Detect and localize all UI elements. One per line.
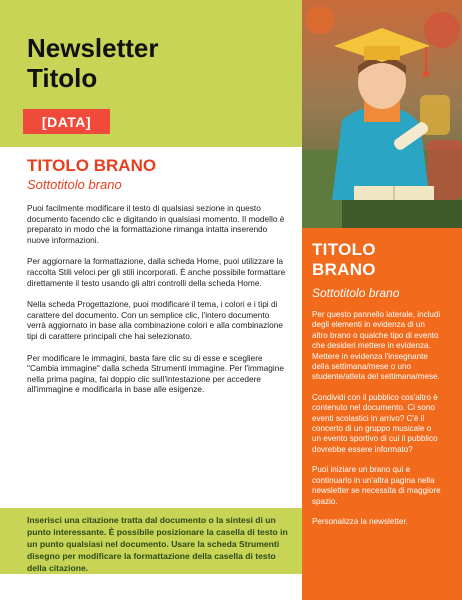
newsletter-title-line1: Newsletter bbox=[27, 33, 159, 63]
article-subtitle[interactable]: Sottotitolo brano bbox=[27, 177, 122, 192]
newsletter-title bbox=[27, 33, 287, 93]
pull-quote-text[interactable]: Inserisci una citazione tratta dal documento o la sintesi di un punto interessante. È possibile posizionare la casella di testo in un punto qualsiasi nel documento. Usare la scheda Strumenti disegno per modificare la formattazione della casella di testo della citazione. bbox=[27, 515, 288, 573]
article-title[interactable]: TITOLO BRANO bbox=[27, 156, 157, 175]
sidebar-paragraph[interactable]: Puoi iniziare un brano qui e continuarlo in un'altra pagina nella newsletter se necessita di maggiore spazio. bbox=[312, 465, 441, 506]
date-box[interactable] bbox=[23, 109, 110, 134]
sidebar-panel bbox=[302, 228, 462, 600]
sidebar-paragraph[interactable]: Condividi con il pubblico cos'altro è contenuto nel documento. Ci sono eventi scolastici in arrivo? C'è il concerto di un gruppo musicale o un evento sportivo di cui il pubblico dovrebbe essere informato? bbox=[312, 392, 438, 454]
article-paragraph[interactable]: Per aggiornare la formattazione, dalla scheda Home, puoi utilizzare la raccolta Stili veloci per gli stili incorporati. È anche possibile formattare direttamente il testo usando gli altri controlli della scheda Home. bbox=[27, 256, 286, 288]
sidebar-title-line2: BRANO bbox=[312, 260, 376, 279]
header-photo[interactable] bbox=[302, 0, 462, 228]
sidebar-content bbox=[312, 240, 442, 527]
sidebar-title[interactable] bbox=[312, 240, 442, 280]
pull-quote-box[interactable] bbox=[0, 508, 302, 574]
main-article bbox=[27, 156, 289, 395]
newsletter-title-line2: Titolo bbox=[27, 63, 98, 93]
sidebar-paragraph[interactable]: Per questo pannello laterale, includi degli elementi in evidenza di un altro brano o qualche tipo di evento che desideri mettere in evidenza. Mettere in evidenza l'insegnante della settimana/mese o uno studente/atleta del settimana/mese. bbox=[312, 310, 441, 382]
article-paragraph[interactable]: Per modificare le immagini, basta fare clic su di esse e scegliere "Cambia immagine" dalla scheda Strumenti immagine. Per l'immagine nella prima pagina, fai doppio clic sull'intestazione per accedere all'immagine e modificarla in base alle esigenze. bbox=[27, 352, 284, 395]
sidebar-paragraph[interactable]: Personalizza la newsletter. bbox=[312, 516, 408, 526]
date-label: [DATA] bbox=[41, 113, 92, 130]
article-paragraph[interactable]: Puoi facilmente modificare il testo di qualsiasi sezione in questo documento facendo clic e digitando in qualsiasi momento. Il modello è preparato in modo che la formattazione rimanga intatta inserendo nuove informazioni. bbox=[27, 203, 285, 245]
sidebar-subtitle[interactable]: Sottotitolo brano bbox=[312, 286, 400, 300]
article-paragraph[interactable]: Nella scheda Progettazione, puoi modificare il tema, i colori e i tipi di carattere del documento. Con un semplice clic, l'intero documento verrà aggiornato in base alla combinazione colori e alla combinazione tipi di carattere principali che hai selezionato. bbox=[27, 299, 283, 341]
graduate-child-photo bbox=[302, 0, 462, 228]
sidebar-title-line1: TITOLO bbox=[312, 240, 376, 259]
